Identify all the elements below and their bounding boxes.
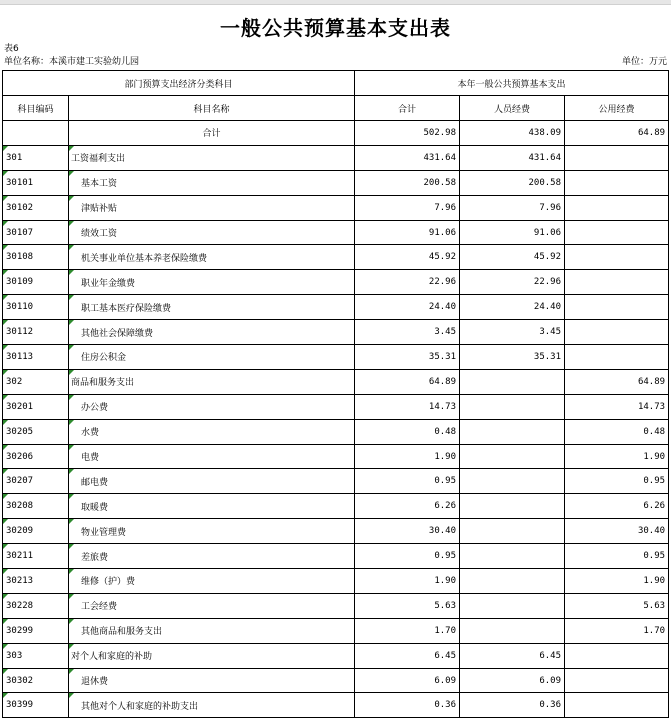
row-name[interactable]: 工资福利支出 (69, 145, 355, 170)
row-total[interactable]: 14.73 (355, 394, 460, 419)
row-public[interactable]: 64.89 (565, 369, 669, 394)
row-name[interactable]: 商品和服务支出 (69, 369, 355, 394)
row-name[interactable]: 其他对个人和家庭的补助支出 (69, 693, 355, 718)
row-personnel[interactable] (460, 519, 565, 544)
row-public[interactable] (565, 145, 669, 170)
table-row (3, 569, 669, 594)
table-row (3, 245, 669, 270)
row-personnel[interactable] (460, 394, 565, 419)
header-name[interactable]: 科目名称 (69, 96, 355, 121)
row-total[interactable]: 24.40 (355, 295, 460, 320)
table-number: 表6 (4, 44, 19, 54)
row-total[interactable]: 431.64 (355, 145, 460, 170)
row-public[interactable]: 1.90 (565, 569, 669, 594)
header-row-group (3, 71, 669, 96)
row-public[interactable]: 30.40 (565, 519, 669, 544)
row-public[interactable]: 0.95 (565, 544, 669, 569)
spreadsheet-header-strip (0, 0, 671, 5)
table-row (3, 593, 669, 618)
row-name[interactable]: 差旅费 (69, 544, 355, 569)
total-code-cell[interactable] (3, 121, 69, 146)
row-personnel[interactable]: 24.40 (460, 295, 565, 320)
row-code[interactable]: 30211 (3, 544, 69, 569)
total-total[interactable]: 502.98 (355, 121, 460, 146)
row-name[interactable]: 其他商品和服务支出 (69, 618, 355, 643)
table-row (3, 145, 669, 170)
row-personnel[interactable]: 200.58 (460, 170, 565, 195)
row-name[interactable]: 电费 (69, 444, 355, 469)
row-total[interactable]: 45.92 (355, 245, 460, 270)
row-total[interactable]: 0.95 (355, 544, 460, 569)
row-total[interactable]: 6.09 (355, 668, 460, 693)
table-row (3, 295, 669, 320)
row-personnel[interactable] (460, 569, 565, 594)
row-total[interactable]: 91.06 (355, 220, 460, 245)
row-total[interactable]: 3.45 (355, 320, 460, 345)
row-personnel[interactable] (460, 419, 565, 444)
row-public[interactable]: 6.26 (565, 494, 669, 519)
total-row (3, 121, 669, 146)
row-personnel[interactable] (460, 494, 565, 519)
row-personnel[interactable]: 6.45 (460, 643, 565, 668)
row-public[interactable] (565, 693, 669, 718)
row-public[interactable] (565, 295, 669, 320)
row-code[interactable]: 30208 (3, 494, 69, 519)
row-code[interactable]: 30228 (3, 593, 69, 618)
row-personnel[interactable]: 91.06 (460, 220, 565, 245)
table-row (3, 195, 669, 220)
budget-table (2, 70, 669, 718)
header-personnel[interactable]: 人员经费 (460, 96, 565, 121)
row-code[interactable]: 30110 (3, 295, 69, 320)
row-public[interactable]: 0.48 (565, 419, 669, 444)
row-name[interactable]: 邮电费 (69, 469, 355, 494)
row-code[interactable]: 30113 (3, 345, 69, 370)
header-code[interactable]: 科目编码 (3, 96, 69, 121)
row-name[interactable]: 物业管理费 (69, 519, 355, 544)
row-public[interactable]: 1.70 (565, 618, 669, 643)
row-code[interactable]: 30206 (3, 444, 69, 469)
row-public[interactable]: 0.95 (565, 469, 669, 494)
row-code[interactable]: 30201 (3, 394, 69, 419)
row-total[interactable]: 64.89 (355, 369, 460, 394)
row-code[interactable]: 30299 (3, 618, 69, 643)
row-personnel[interactable]: 6.09 (460, 668, 565, 693)
row-public[interactable] (565, 270, 669, 295)
row-personnel[interactable]: 7.96 (460, 195, 565, 220)
row-code[interactable]: 30108 (3, 245, 69, 270)
unit-name-label: 单位名称：本溪市建工实验幼儿园 (4, 57, 140, 67)
row-name[interactable]: 其他社会保障缴费 (69, 320, 355, 345)
total-label[interactable]: 合计 (69, 121, 355, 146)
header-economic-classification[interactable]: 部门预算支出经济分类科目 (3, 71, 355, 96)
row-public[interactable]: 5.63 (565, 593, 669, 618)
row-code[interactable]: 30213 (3, 569, 69, 594)
header-row-columns (3, 96, 669, 121)
row-total[interactable]: 22.96 (355, 270, 460, 295)
total-personnel[interactable]: 438.09 (460, 121, 565, 146)
row-public[interactable] (565, 245, 669, 270)
row-name[interactable]: 对个人和家庭的补助 (69, 643, 355, 668)
row-public[interactable] (565, 643, 669, 668)
row-code[interactable]: 30209 (3, 519, 69, 544)
row-name[interactable]: 职业年金缴费 (69, 270, 355, 295)
page-title: 一般公共预算基本支出表 (220, 16, 451, 40)
row-name[interactable]: 办公费 (69, 394, 355, 419)
row-code[interactable]: 30102 (3, 195, 69, 220)
row-code[interactable]: 30109 (3, 270, 69, 295)
row-public[interactable]: 14.73 (565, 394, 669, 419)
row-code[interactable]: 30205 (3, 419, 69, 444)
total-public[interactable]: 64.89 (565, 121, 669, 146)
table-row (3, 220, 669, 245)
row-name[interactable]: 职工基本医疗保险缴费 (69, 295, 355, 320)
row-total[interactable]: 7.96 (355, 195, 460, 220)
row-name[interactable]: 基本工资 (69, 170, 355, 195)
row-code[interactable]: 30207 (3, 469, 69, 494)
row-total[interactable]: 0.48 (355, 419, 460, 444)
row-code[interactable]: 30101 (3, 170, 69, 195)
row-name[interactable]: 退休费 (69, 668, 355, 693)
row-personnel[interactable] (460, 369, 565, 394)
row-code[interactable]: 30107 (3, 220, 69, 245)
table-row (3, 693, 669, 718)
row-code[interactable]: 302 (3, 369, 69, 394)
row-code[interactable]: 30302 (3, 668, 69, 693)
row-public[interactable] (565, 220, 669, 245)
row-total[interactable]: 0.95 (355, 469, 460, 494)
row-public[interactable] (565, 170, 669, 195)
table-row (3, 618, 669, 643)
row-total[interactable]: 1.90 (355, 444, 460, 469)
row-public[interactable] (565, 345, 669, 370)
table-row (3, 170, 669, 195)
row-total[interactable]: 30.40 (355, 519, 460, 544)
row-total[interactable]: 1.70 (355, 618, 460, 643)
header-total[interactable]: 合计 (355, 96, 460, 121)
row-name[interactable]: 机关事业单位基本养老保险缴费 (69, 245, 355, 270)
row-total[interactable]: 35.31 (355, 345, 460, 370)
row-public[interactable] (565, 320, 669, 345)
row-personnel[interactable]: 3.45 (460, 320, 565, 345)
table-row (3, 494, 669, 519)
row-name[interactable]: 取暖费 (69, 494, 355, 519)
table-row (3, 643, 669, 668)
row-public[interactable]: 1.90 (565, 444, 669, 469)
row-personnel[interactable]: 0.36 (460, 693, 565, 718)
row-total[interactable]: 0.36 (355, 693, 460, 718)
row-code[interactable]: 30399 (3, 693, 69, 718)
row-code[interactable]: 303 (3, 643, 69, 668)
row-total[interactable]: 6.45 (355, 643, 460, 668)
row-name[interactable]: 水费 (69, 419, 355, 444)
table-row (3, 270, 669, 295)
row-personnel[interactable]: 22.96 (460, 270, 565, 295)
table-row (3, 394, 669, 419)
table-row (3, 544, 669, 569)
row-personnel[interactable] (460, 469, 565, 494)
row-personnel[interactable] (460, 544, 565, 569)
row-personnel[interactable]: 35.31 (460, 345, 565, 370)
row-public[interactable] (565, 668, 669, 693)
header-basic-expenditure[interactable]: 本年一般公共预算基本支出 (355, 71, 669, 96)
table-row (3, 469, 669, 494)
row-personnel[interactable] (460, 593, 565, 618)
table-row (3, 519, 669, 544)
row-name[interactable]: 维修（护）费 (69, 569, 355, 594)
row-public[interactable] (565, 195, 669, 220)
row-personnel[interactable] (460, 618, 565, 643)
table-row (3, 668, 669, 693)
row-personnel[interactable]: 45.92 (460, 245, 565, 270)
row-code[interactable]: 301 (3, 145, 69, 170)
row-personnel[interactable]: 431.64 (460, 145, 565, 170)
table-row (3, 419, 669, 444)
row-total[interactable]: 200.58 (355, 170, 460, 195)
row-total[interactable]: 6.26 (355, 494, 460, 519)
header-public[interactable]: 公用经费 (565, 96, 669, 121)
row-personnel[interactable] (460, 444, 565, 469)
row-code[interactable]: 30112 (3, 320, 69, 345)
row-name[interactable]: 绩效工资 (69, 220, 355, 245)
currency-unit-label: 单位：万元 (621, 57, 667, 67)
table-row (3, 345, 669, 370)
table-row (3, 369, 669, 394)
row-name[interactable]: 工会经费 (69, 593, 355, 618)
row-name[interactable]: 住房公积金 (69, 345, 355, 370)
row-total[interactable]: 5.63 (355, 593, 460, 618)
row-name[interactable]: 津贴补贴 (69, 195, 355, 220)
row-total[interactable]: 1.90 (355, 569, 460, 594)
table-row (3, 444, 669, 469)
table-row (3, 320, 669, 345)
